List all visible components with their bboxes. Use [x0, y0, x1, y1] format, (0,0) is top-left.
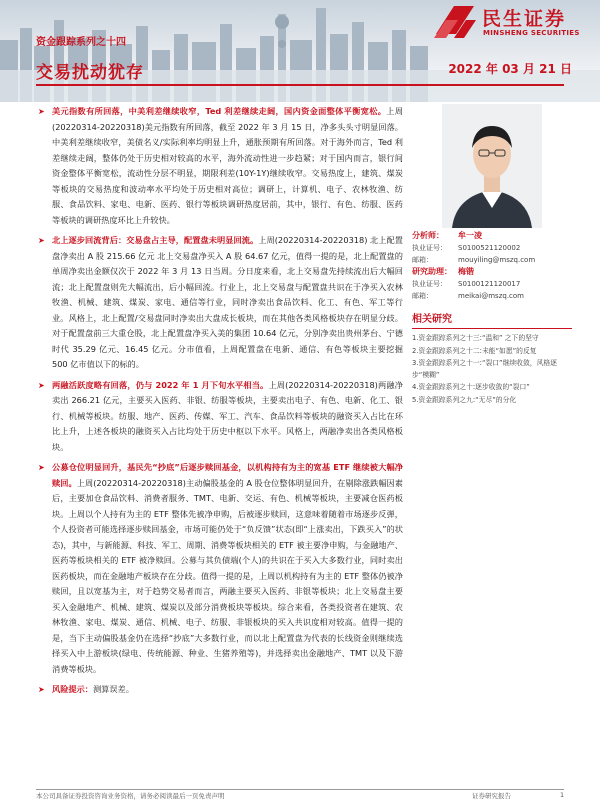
report-series: 资金跟踪系列之十四: [36, 37, 126, 48]
analyst-row: [412, 242, 572, 254]
analyst-label: 邮箱：: [412, 256, 433, 264]
brand-name-en: MINSHENG SECURITIES: [483, 29, 580, 37]
analyst-row: [412, 230, 572, 242]
paragraph-headline: 风险提示：: [52, 684, 93, 694]
paragraph-body: 上周(20220314-20220318) 北上配置盘净卖出 A 股 215.66 亿元 北上交易盘净买入 A 股 64.67 亿元，值得一提的是，北上配置盘的单周净卖出金额仅次于 2022 年 3 月 13 日当周。分日度来看，北上交易盘先持续流出后大幅回流；北上配置盘则先大幅流出，后小幅回流。行业上，北上交易盘与配置盘共识在于净买入农林牧渔、机械、建筑、煤炭、家电、通信等行业，同时净卖出食品饮料、化工、有色、军工等行业。风格上，北上配置/交易盘同时净卖出大盘成长板块，而在其他各类风格板块存在明显分歧。对于配置盘前三大重仓股，北上配置盘净买入美的集团 10.64 亿元，分别净卖出贵州茅台、宁德时代 35.29 亿元、16.45 亿元。分市值看，上周配置盘在电新、通信、有色等板块主要挖掘 500 亿市值以下的标的。: [52, 235, 403, 369]
report-body: [36, 104, 403, 703]
related-research: [412, 310, 572, 407]
analyst-role: 研究助理：: [412, 267, 452, 276]
footer-disclaimer: 本公司具备证券投资咨询业务资格，请务必阅读最后一页免责声明: [36, 792, 225, 800]
risk-warning: [36, 682, 403, 698]
related-research-item[interactable]: 1.资金跟踪系列之十三:“温和” 之下的坚守: [412, 334, 539, 342]
summary-paragraph: [36, 460, 403, 677]
report-title: 交易扰动犹存: [36, 63, 144, 83]
bullet-arrow-icon: ➤: [38, 685, 45, 694]
paragraph-body: 上周(20220314-20220318)美元指数有所回落，截至 2022 年 3 月 15 日，净多头头寸明显回落。中美利差继续收窄，美债名义/实际利率均明显上升，通胀预期有所回落。对于海外而言，Ted 利差继续走阔，整体仍处于历史相对较高的水平，海外流动性进一步趋紧；对于国内而言，银行间资金整体平衡宽松，流动性分层不明显，期限利差(10Y-1Y)继续收窄。交易热度上，建筑、煤炭等板块的交易热度和波动率水平均处于历史相对高位；调研上，计算机、电子、农林牧渔、纺服、食品饮料、家电、电新、医药、银行等板块调研热度居前，其中，银行、有色、纺服、医药等板块的调研热度环比上升较快。: [52, 106, 403, 225]
footer-report-type: 证券研究报告: [472, 792, 511, 800]
paragraph-headline: 两融活跃度略有回落，仍与 2022 年 1 月下旬水平相当。: [52, 379, 269, 390]
paragraph-headline: 北上逐步回流背后：交易盘占主导，配置盘未明显回流。: [52, 235, 259, 245]
analyst-portrait-icon: [442, 104, 542, 228]
paragraph-headline: 公募仓位明显回升，基民先“抄底”后逐步赎回基金，以机构持有为主的宽基 ETF 继续被大幅净赎回。: [52, 462, 403, 488]
analyst-email[interactable]: meikai@mszq.com: [458, 292, 524, 300]
analyst-row: [412, 278, 572, 290]
paragraph-body: 上周(20220314-20220318)两融净卖出 266.21 亿元，主要买入医药、非银、纺服等板块，主要卖出电子、有色、电新、化工、银行、机械等板块。纺服、地产、医药、传媒、军工、汽车、食品饮料等板块的融资买入占比在环比上升，上述各板块的融资买入占比均处于历史中枢以下水平。风格上，两融净卖出各类风格板块。: [52, 379, 403, 452]
minsheng-logo-icon: [432, 2, 478, 42]
analyst-name: 梅锴: [458, 267, 474, 276]
analyst-photo: [442, 104, 542, 228]
related-research-item[interactable]: 3.资金跟踪系列之十一:“裂口”继续收敛，风格逐步“模糊”: [412, 359, 557, 379]
bullet-arrow-icon: ➤: [38, 107, 45, 116]
bullet-arrow-icon: ➤: [38, 380, 45, 390]
brand-name-cn: 民生证券: [482, 8, 567, 30]
bullet-arrow-icon: ➤: [38, 236, 45, 245]
analyst-email[interactable]: mouyiling@mszq.com: [458, 256, 536, 264]
analyst-label: 执业证号：: [412, 244, 447, 252]
analyst-license: S0100521120002: [458, 244, 521, 252]
analyst-row: [412, 290, 572, 302]
analyst-label: 邮箱：: [412, 292, 433, 300]
bullet-arrow-icon: ➤: [38, 463, 45, 472]
summary-paragraph: [36, 104, 403, 228]
analyst-row: [412, 254, 572, 266]
analyst-name: 牟一凌: [458, 231, 482, 240]
analyst-info: [412, 230, 572, 302]
analyst-row: [412, 266, 572, 278]
header-banner: [0, 0, 600, 102]
summary-paragraph: [36, 378, 403, 456]
related-research-item[interactable]: 4.资金跟踪系列之十:逐步收敛的“裂口”: [412, 383, 530, 391]
report-date: 2022 年 03 月 21 日: [448, 62, 572, 76]
paragraph-body: 上周(20220314-20220318)主动偏股基金的 A 股仓位整体明显回升，在剔除涨跌幅因素后，主要加仓食品饮料、消费者服务、TMT、电新、交运、有色、机械等板块，主要减仓医药板块。上周以个人持有为主的 ETF 整体先被净申购，后被逐步赎回，这意味着随着市场逐步反弹，个人投资者可能选择逐步赎回基金，市场可能仍处于“负反馈”状态(即“上涨卖出，下跌买入”的状态)，其中，与新能源、科技、军工、周期、消费等板块相关的 ETF 被主要净申购，与金融地产、医药等板块相关的 ETF 被净赎回。公募与其负债端(个人)的共识在于买入大多数行业，同时卖出医药板块，而在金融地产板块存在分歧。值得一提的是，上周以机构持有为主的 ETF 整体仍被净赎回，且以宽基为主，对于趋势交易者而言，两融主要买入医药、非银等板块；北上交易盘主要买入金融地产、机械、建筑、煤炭以及部分消费板块等板块。综合来看，各类投资者在建筑、农林牧渔、家电、煤炭、通信、机械、电子、纺服、非银板块的买入共识度相对较高。值得一提的是，当下主动偏股基金仍在选择“抄底”大多数行业，而以北上配置盘为代表的长线资金则继续选择买入中上游板块(绿电、传统能源、种业、生猪养殖等)，并选择卖出金融地产、TMT 以及下游消费等板块。: [52, 477, 403, 674]
analyst-role: 分析师：: [412, 231, 444, 240]
paragraph-body: 测算误差。: [92, 684, 134, 694]
related-research-item[interactable]: 2.资金跟踪系列之十二:未能“如愿”的反复: [412, 346, 537, 355]
analyst-license: S0100121120017: [458, 280, 521, 288]
brand-logo: [432, 2, 582, 44]
header-divider: [36, 84, 564, 86]
summary-paragraph: [36, 233, 403, 373]
paragraph-headline: 美元指数有所回落，中美利差继续收窄，Ted 利差继续走阔，国内资金面整体平衡宽松。: [52, 106, 387, 116]
analyst-label: 执业证号：: [412, 280, 447, 288]
related-research-title: 相关研究: [412, 310, 572, 329]
page-number: 1: [560, 791, 565, 799]
related-research-item[interactable]: 5.资金跟踪系列之九:“无尽”的分化: [412, 395, 517, 404]
footer-divider: [36, 789, 564, 790]
